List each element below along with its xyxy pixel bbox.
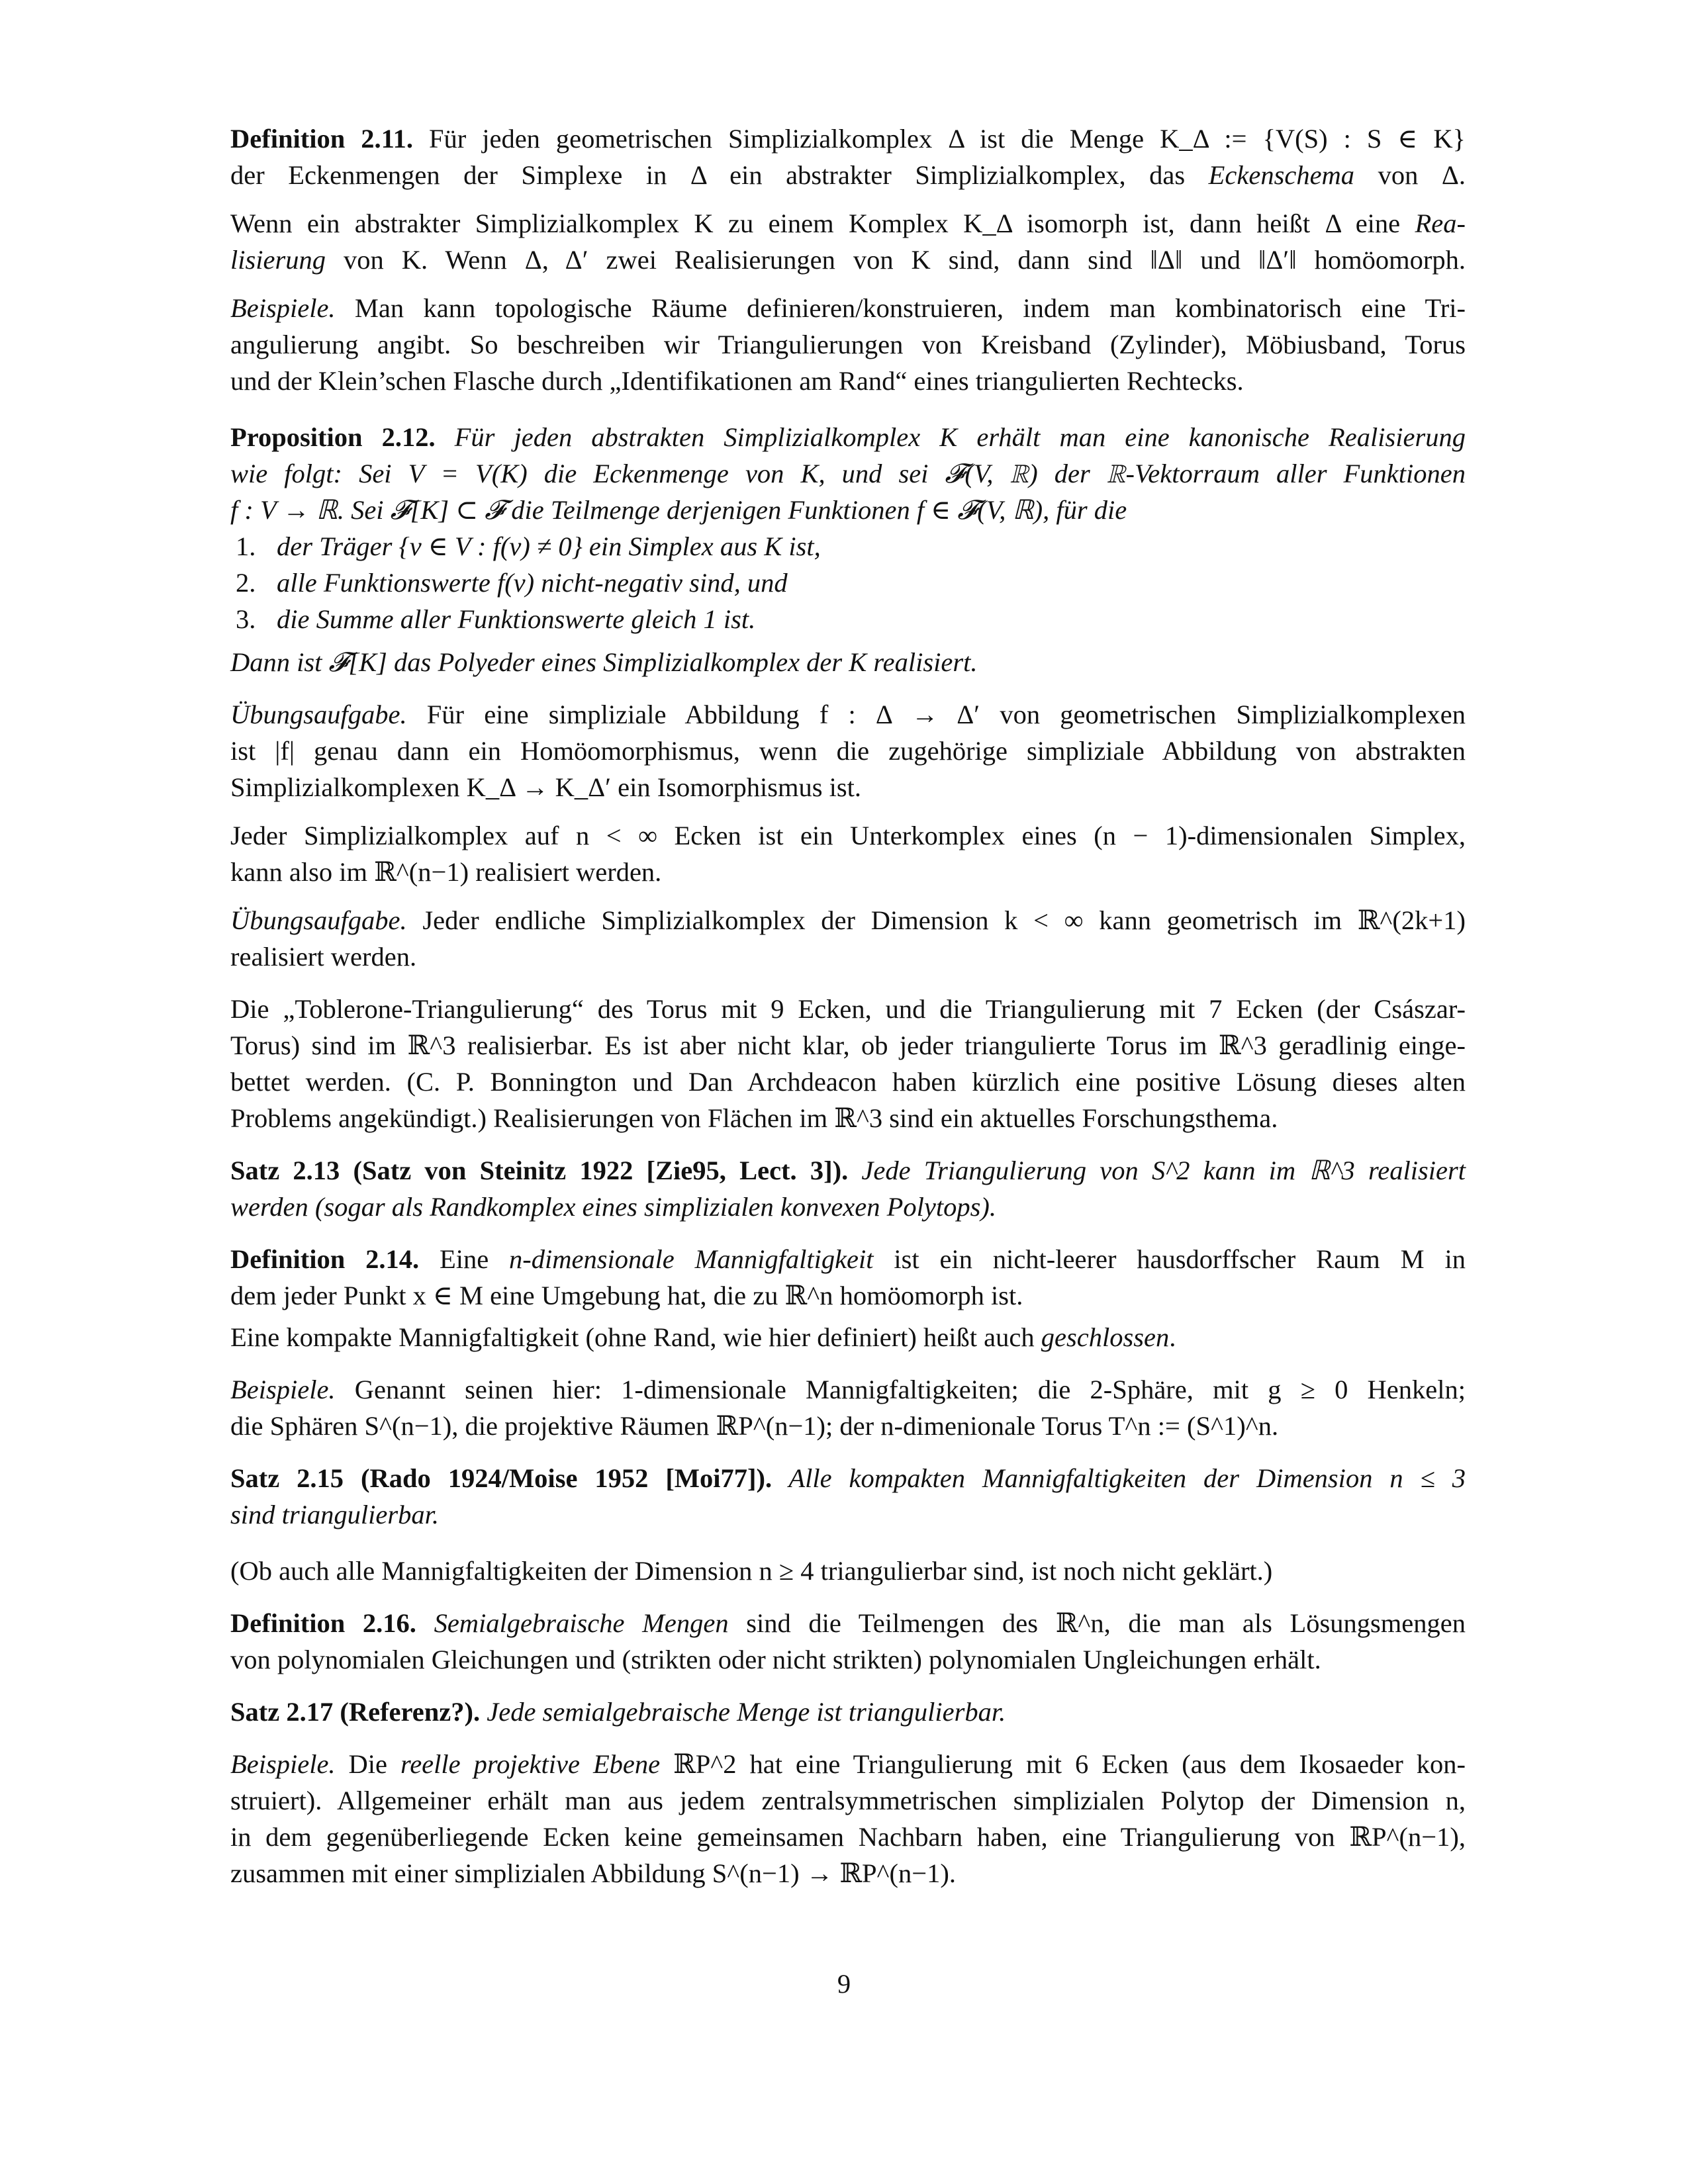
satz-text: Jede semialgebraische Menge ist triangulierbar. <box>480 1697 1006 1727</box>
list-text: der Träger {v ∈ V : f(v) ≠ 0} ein Simplex aus K ist, <box>277 531 821 561</box>
list-item <box>230 565 1466 601</box>
proposition-conditions-list <box>230 528 1466 637</box>
proposition-text: wie folgt: Sei V = V(K) die Eckenmenge von K, und sei 𝓕(V, ℝ) der ℝ-Vektorraum aller Funktionen <box>230 459 1466 488</box>
paragraph-text: zusammen mit einer simplizialen Abbildung S^(n−1) → ℝP^(n−1). <box>230 1858 956 1888</box>
defined-term: geschlossen <box>1041 1322 1170 1352</box>
paragraph-text: Die <box>335 1749 400 1779</box>
definition-text: sind die Teilmengen des ℝ^n, die man als Lösungsmengen <box>728 1608 1466 1638</box>
paragraph-text: kann also im ℝ^(n−1) realisiert werden. <box>230 857 662 887</box>
list-item <box>230 528 1466 565</box>
paragraph-text: Jeder Simplizialkomplex auf n < ∞ Ecken ist ein Unterkomplex eines (n − 1)-dimensionalen Simplex, <box>230 821 1466 850</box>
list-number: 1. <box>236 531 256 561</box>
beispiele-paragraph <box>230 1371 1466 1444</box>
satz-text: Alle kompakten Mannigfaltigkeiten der Dimension n ≤ 3 <box>772 1463 1466 1493</box>
proposition-text: f : V → ℝ. Sei 𝓕[K] ⊂ 𝓕 die Teilmenge derjenigen Funktionen f ∈ 𝓕(V, ℝ), für die <box>230 495 1127 525</box>
beispiele-label: Beispiele. <box>230 293 336 323</box>
paragraph-text: Die „Toblerone-Triangulierung“ des Torus mit 9 Ecken, und die Triangulierung mit 7 Ecken (der Császar- <box>230 994 1466 1024</box>
list-text: alle Funktionswerte f(v) nicht-negativ sind, und <box>277 568 788 598</box>
paragraph-text: und der Klein’schen Flasche durch „Identifikationen am Rand“ eines triangulierten Rechtecks. <box>230 366 1244 396</box>
list-text: die Summe aller Funktionswerte gleich 1 ist. <box>277 604 756 634</box>
satz-text: sind triangulierbar. <box>230 1500 440 1529</box>
paragraph-text: von K. Wenn Δ, Δ′ zwei Realisierungen von K sind, dann sind ‖Δ‖ und ‖Δ′‖ homöomorph. <box>326 245 1466 275</box>
paragraph-text: ist |f| genau dann ein Homöomorphismus, wenn die zugehörige simpliziale Abbildung von abstrakten <box>230 736 1466 766</box>
paragraph-text: realisiert werden. <box>230 942 417 972</box>
paragraph-text: Eine kompakte Mannigfaltigkeit (ohne Rand, wie hier definiert) heißt auch <box>230 1322 1041 1352</box>
definition-2-11 <box>230 120 1466 193</box>
paragraph-text: die Sphären S^(n−1), die projektive Räumen ℝP^(n−1); der n-dimenionale Torus T^n := (S^1)^n. <box>230 1411 1279 1441</box>
definition-text: Eine <box>419 1244 510 1274</box>
paragraph-text: ℝP^2 hat eine Triangulierung mit 6 Ecken (aus dem Ikosaeder kon- <box>660 1749 1466 1779</box>
paragraph-text: Jeder endliche Simplizialkomplex der Dimension k < ∞ kann geometrisch im ℝ^(2k+1) <box>406 905 1466 935</box>
defined-term: n-dimensionale Mannigfaltigkeit <box>509 1244 874 1274</box>
paragraph-text: bettet werden. (C. P. Bonnington und Dan Archdeacon haben kürzlich eine positive Lösung dieses alten <box>230 1067 1466 1097</box>
uebungsaufgabe-paragraph <box>230 696 1466 805</box>
uebungsaufgabe-label: Übungsaufgabe. <box>230 700 407 729</box>
paragraph-text: (Ob auch alle Mannigfaltigkeiten der Dimension n ≥ 4 triangulierbar sind, ist noch nicht geklärt.) <box>230 1556 1273 1586</box>
definition-text: ist ein nicht-leerer hausdorffscher Raum M in <box>873 1244 1466 1274</box>
satz-label: Satz 2.17 (Referenz?). <box>230 1697 481 1727</box>
paragraph-text: Genannt seinen hier: 1-dimensionale Mannigfaltigkeiten; die 2-Sphäre, mit g ≥ 0 Henkeln; <box>335 1375 1466 1404</box>
satz-text: werden (sogar als Randkomplex eines simplizialen konvexen Polytops). <box>230 1192 996 1222</box>
beispiele-paragraph <box>230 290 1466 399</box>
beispiele-paragraph <box>230 1746 1466 1891</box>
satz-2-15 <box>230 1460 1466 1533</box>
unterkomplex-paragraph <box>230 817 1466 890</box>
definition-text: von Δ. <box>1354 160 1466 190</box>
definition-text: dem jeder Punkt x ∈ M eine Umgebung hat, die zu ℝ^n homöomorph ist. <box>230 1281 1023 1310</box>
paragraph-text: . <box>1169 1322 1176 1352</box>
realisierung-paragraph <box>230 205 1466 278</box>
definition-text <box>416 1608 434 1638</box>
definition-2-14 <box>230 1241 1466 1355</box>
paragraph-text: Für eine simpliziale Abbildung f : Δ → Δ′ von geometrischen Simplizialkomplexen <box>406 700 1466 729</box>
list-number: 2. <box>236 568 256 598</box>
beispiele-label: Beispiele. <box>230 1375 336 1404</box>
open-question-paragraph <box>230 1553 1466 1589</box>
page-body <box>230 120 1466 1891</box>
definition-text: der Eckenmengen der Simplexe in Δ ein abstrakter Simplizialkomplex, das <box>230 160 1209 190</box>
paragraph-text: Problems angekündigt.) Realisierungen von Flächen im ℝ^3 sind ein aktuelles Forschungsthema. <box>230 1103 1278 1133</box>
defined-term: lisierung <box>230 245 326 275</box>
beispiele-label: Beispiele. <box>230 1749 336 1779</box>
uebungsaufgabe-paragraph <box>230 902 1466 975</box>
defined-term: Eckenschema <box>1208 160 1355 190</box>
definition-label: Definition 2.16. <box>230 1608 416 1638</box>
proposition-2-12 <box>230 419 1466 680</box>
paragraph-text: struiert). Allgemeiner erhält man aus jedem zentralsymmetrischen simplizialen Polytop der Dimension n, <box>230 1786 1466 1815</box>
satz-label: Satz 2.15 (Rado 1924/Moise 1952 [Moi77]). <box>230 1463 773 1493</box>
toblerone-paragraph <box>230 991 1466 1136</box>
paragraph-text: Torus) sind im ℝ^3 realisierbar. Es ist aber nicht klar, ob jeder triangulierte Torus im ℝ^3 geradlinig einge- <box>230 1030 1466 1060</box>
defined-term: reelle projektive Ebene <box>400 1749 661 1779</box>
proposition-label: Proposition 2.12. <box>230 422 436 452</box>
proposition-text: Für jeden abstrakten Simplizialkomplex K erhält man eine kanonische Realisierung <box>454 422 1466 452</box>
uebungsaufgabe-label: Übungsaufgabe. <box>230 905 407 935</box>
satz-label: Satz 2.13 (Satz von Steinitz 1922 [Zie95, Lect. 3]). <box>230 1156 849 1185</box>
page-number: 9 <box>837 1969 851 1999</box>
definition-label: Definition 2.11. <box>230 124 413 154</box>
satz-2-13 <box>230 1152 1466 1225</box>
definition-text: von polynomialen Gleichungen und (strikten oder nicht strikten) polynomialen Ungleichungen erhält. <box>230 1645 1321 1674</box>
definition-text: Für jeden geometrischen Simplizialkomplex Δ ist die Menge K_Δ := {V(S) : S ∈ K} <box>428 124 1466 154</box>
definition-label: Definition 2.14. <box>230 1244 420 1274</box>
definition-2-16 <box>230 1605 1466 1678</box>
defined-term: Semialgebraische Mengen <box>434 1608 729 1638</box>
paragraph-text: angulierung angibt. So beschreiben wir Triangulierungen von Kreisband (Zylinder), Möbiusband, Torus <box>230 330 1466 359</box>
paragraph-text: Wenn ein abstrakter Simplizialkomplex K zu einem Komplex K_Δ isomorph ist, dann heißt Δ eine <box>230 208 1415 238</box>
paragraph-text: Man kann topologische Räume definieren/konstruieren, indem man kombinatorisch eine Tri- <box>335 293 1466 323</box>
defined-term: Rea- <box>1415 208 1466 238</box>
list-item <box>230 601 1466 637</box>
list-number: 3. <box>236 604 256 634</box>
paragraph-text: in dem gegenüberliegende Ecken keine gemeinsamen Nachbarn haben, eine Triangulierung von ℝP^(n−1), <box>230 1822 1466 1852</box>
proposition-conclusion: Dann ist 𝓕[K] das Polyeder eines Simplizialkomplex der K realisiert. <box>230 647 978 677</box>
paragraph-text: Simplizialkomplexen K_Δ → K_Δ′ ein Isomorphismus ist. <box>230 772 862 802</box>
satz-text: Jede Triangulierung von S^2 kann im ℝ^3 realisiert <box>848 1156 1466 1185</box>
satz-2-17 <box>230 1694 1466 1730</box>
